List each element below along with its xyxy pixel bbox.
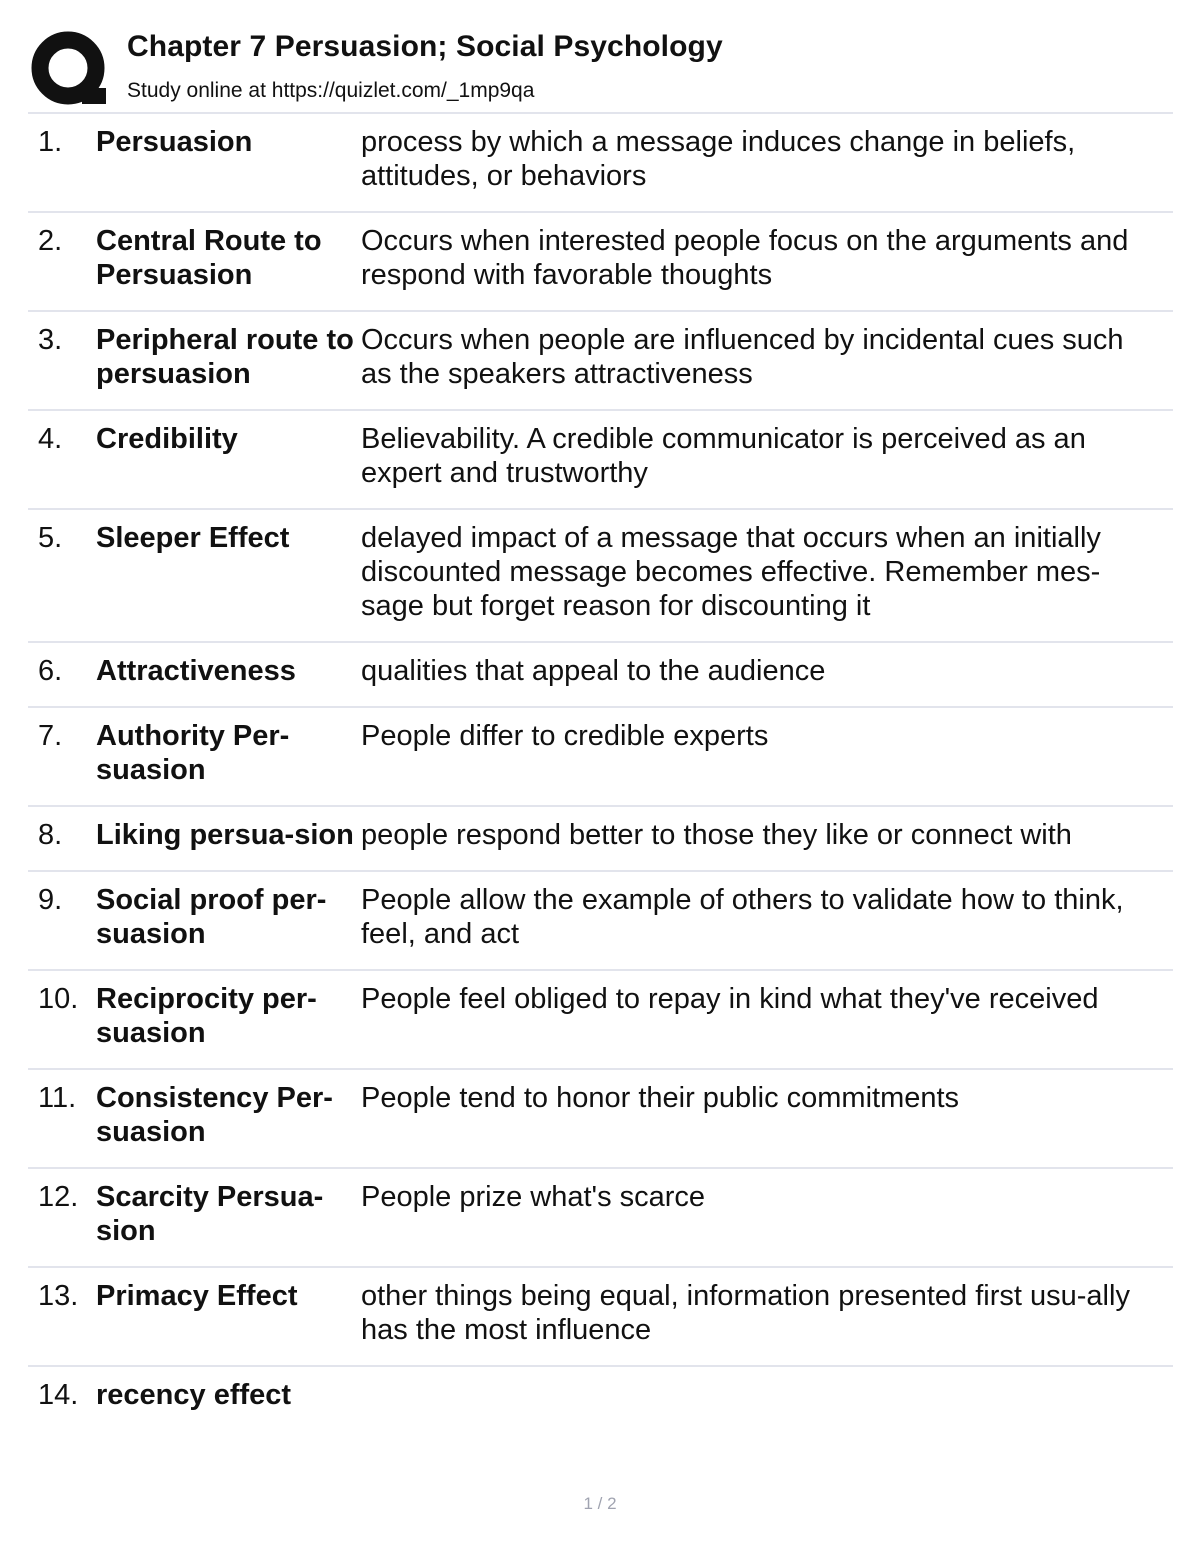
card-definition: People tend to honor their public commitments bbox=[361, 1082, 960, 1114]
card-number: 12. bbox=[38, 1181, 79, 1213]
card-definition: qualities that appeal to the audience bbox=[361, 655, 826, 687]
card-definition: people respond better to those they like or connect with bbox=[361, 819, 1072, 851]
card-term: Persuasion bbox=[96, 126, 253, 158]
page-number: 1 / 2 bbox=[583, 1494, 617, 1513]
card-term: Primacy Effect bbox=[96, 1280, 298, 1312]
document-header bbox=[0, 0, 1200, 112]
card-number: 5. bbox=[38, 522, 63, 554]
flashcard-row bbox=[28, 1365, 1173, 1430]
card-term: Sleeper Effect bbox=[96, 522, 290, 554]
card-term: Social proof per-suasion bbox=[96, 884, 327, 950]
card-number: 7. bbox=[38, 720, 63, 752]
card-number: 14. bbox=[38, 1379, 79, 1411]
card-term: Central Route to Persuasion bbox=[96, 225, 322, 291]
flashcard-row bbox=[28, 706, 1173, 805]
flashcard-row bbox=[28, 641, 1173, 706]
card-definition: other things being equal, information presented first usu-ally has the most influence bbox=[361, 1280, 1130, 1346]
flashcard-row bbox=[28, 409, 1173, 508]
flashcard-row bbox=[28, 508, 1173, 641]
card-number: 11. bbox=[38, 1082, 77, 1114]
card-number: 8. bbox=[38, 819, 63, 851]
card-definition: Occurs when interested people focus on the arguments and respond with favorable thoughts bbox=[361, 225, 1129, 291]
flashcard-row bbox=[28, 211, 1173, 310]
study-online-link[interactable]: Study online at https://quizlet.com/_1mp9qa bbox=[127, 79, 535, 102]
card-term: Reciprocity per-suasion bbox=[96, 983, 317, 1049]
card-term: Authority Per-suasion bbox=[96, 720, 290, 786]
flashcard-row bbox=[28, 1068, 1173, 1167]
card-term: Consistency Per-suasion bbox=[96, 1082, 333, 1148]
card-term: recency effect bbox=[96, 1379, 292, 1411]
card-term: Attractiveness bbox=[96, 655, 296, 687]
card-definition: People differ to credible experts bbox=[361, 720, 769, 752]
card-number: 13. bbox=[38, 1280, 79, 1312]
card-definition: delayed impact of a message that occurs when an initially discounted message becomes effective. Remember mes-sage but forget reason for discounting it bbox=[361, 522, 1101, 622]
card-number: 10. bbox=[38, 983, 79, 1015]
card-number: 9. bbox=[38, 884, 63, 916]
card-definition: People prize what's scarce bbox=[361, 1181, 706, 1213]
card-number: 3. bbox=[38, 324, 63, 356]
flashcard-row bbox=[28, 310, 1173, 409]
flashcard-row bbox=[28, 1167, 1173, 1266]
card-definition: People allow the example of others to validate how to think, feel, and act bbox=[361, 884, 1124, 950]
card-number: 1. bbox=[38, 126, 63, 158]
flashcard-row bbox=[28, 805, 1173, 870]
card-term: Peripheral route to persuasion bbox=[96, 324, 354, 390]
card-term: Credibility bbox=[96, 423, 238, 455]
card-term: Scarcity Persua-sion bbox=[96, 1181, 324, 1247]
document-title: Chapter 7 Persuasion; Social Psychology bbox=[127, 30, 723, 63]
flashcard-list bbox=[28, 112, 1173, 1430]
card-number: 6. bbox=[38, 655, 63, 687]
card-definition: process by which a message induces change in beliefs, attitudes, or behaviors bbox=[361, 126, 1076, 192]
card-number: 4. bbox=[38, 423, 63, 455]
card-definition: Occurs when people are influenced by incidental cues such as the speakers attractiveness bbox=[361, 324, 1124, 390]
flashcard-row bbox=[28, 1266, 1173, 1365]
card-term: Liking persua-sion bbox=[96, 819, 354, 851]
flashcard-row bbox=[28, 969, 1173, 1068]
flashcard-row bbox=[28, 870, 1173, 969]
card-number: 2. bbox=[38, 225, 63, 257]
card-definition: People feel obliged to repay in kind what they've received bbox=[361, 983, 1099, 1015]
flashcard-row bbox=[28, 112, 1173, 211]
quizlet-logo-icon bbox=[30, 28, 108, 108]
card-definition: Believability. A credible communicator is perceived as an expert and trustworthy bbox=[361, 423, 1086, 489]
